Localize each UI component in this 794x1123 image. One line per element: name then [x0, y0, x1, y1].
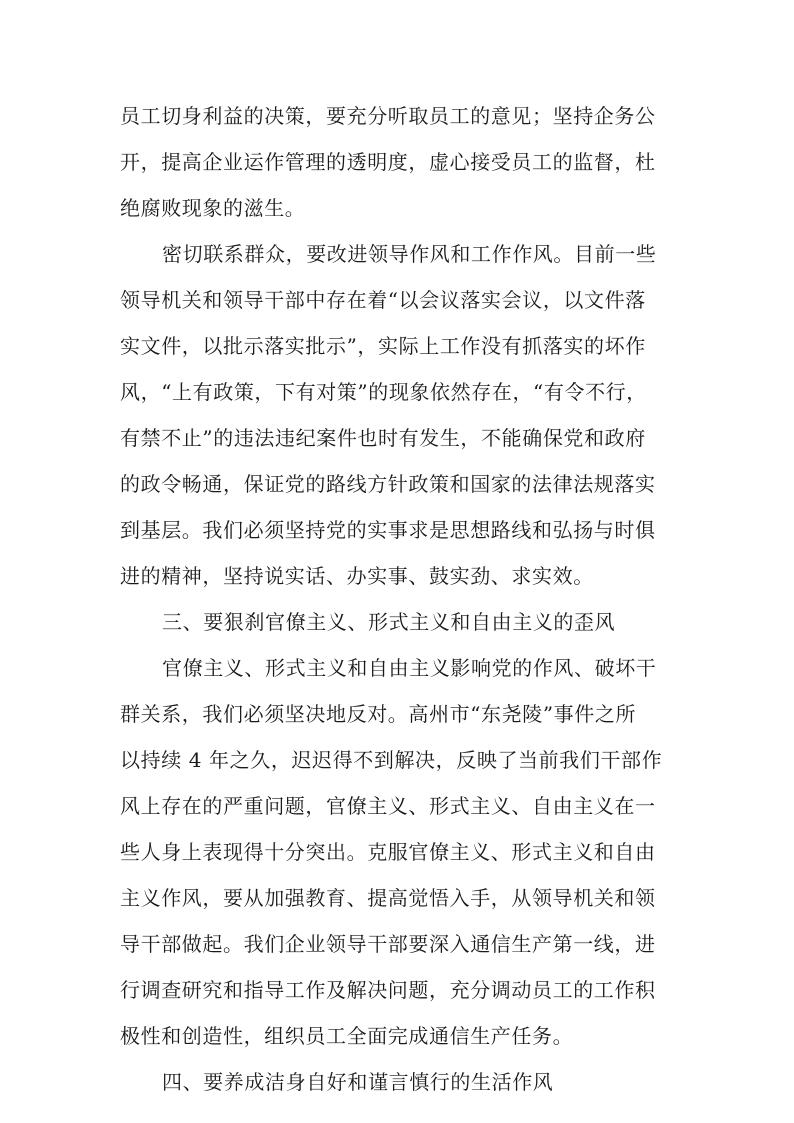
text-line: 行调查研究和指导工作及解决问题，充分调动员工的工作积	[120, 978, 656, 1002]
text-line: 以持续 4 年之久，迟迟得不到解决，反映了当前我们干部作	[120, 748, 663, 772]
text-line: 领导机关和领导干部中存在着“以会议落实会议，以文件落	[120, 288, 646, 312]
text-line: 实文件，以批示落实批示”，实际上工作没有抓落实的坏作	[120, 334, 646, 358]
section-heading-3: 三、要狠刹官僚主义、形式主义和自由主义的歪风	[162, 610, 616, 634]
text-line: 群关系，我们必须坚决地反对。高州市“东尧陵”事件之所	[120, 702, 637, 726]
text-line: 开，提高企业运作管理的透明度，虚心接受员工的监督，杜	[120, 150, 656, 174]
text-line: 风上存在的严重问题，官僚主义、形式主义、自由主义在一	[120, 794, 656, 818]
text-line: 绝腐败现象的滋生。	[120, 196, 306, 220]
text-line: 些人身上表现得十分突出。克服官僚主义、形式主义和自由	[120, 840, 656, 864]
text-line: 极性和创造性，组织员工全面完成通信生产任务。	[120, 1024, 574, 1048]
paragraph-first-line: 官僚主义、形式主义和自由主义影响党的作风、破坏干	[162, 656, 657, 680]
text-line: 到基层。我们必须坚持党的实事求是思想路线和弘扬与时俱	[120, 518, 656, 542]
section-heading-4: 四、要养成洁身自好和谨言慎行的生活作风	[162, 1070, 554, 1094]
paragraph-first-line: 密切联系群众，要改进领导作风和工作作风。目前一些	[162, 242, 657, 266]
text-line: 员工切身利益的决策，要充分听取员工的意见；坚持企务公	[120, 104, 656, 128]
text-line: 风，“上有政策，下有对策”的现象依然存在，“有令不行，	[120, 380, 647, 404]
text-line: 导干部做起。我们企业领导干部要深入通信生产第一线，进	[120, 932, 656, 956]
text-line: 进的精神，坚持说实话、办实事、鼓实劲、求实效。	[120, 564, 594, 588]
text-line: 的政令畅通，保证党的路线方针政策和国家的法律法规落实	[120, 472, 656, 496]
text-line: 主义作风，要从加强教育、提高觉悟入手，从领导机关和领	[120, 886, 656, 910]
text-line: 有禁不止”的违法违纪案件也时有发生，不能确保党和政府	[120, 426, 646, 450]
